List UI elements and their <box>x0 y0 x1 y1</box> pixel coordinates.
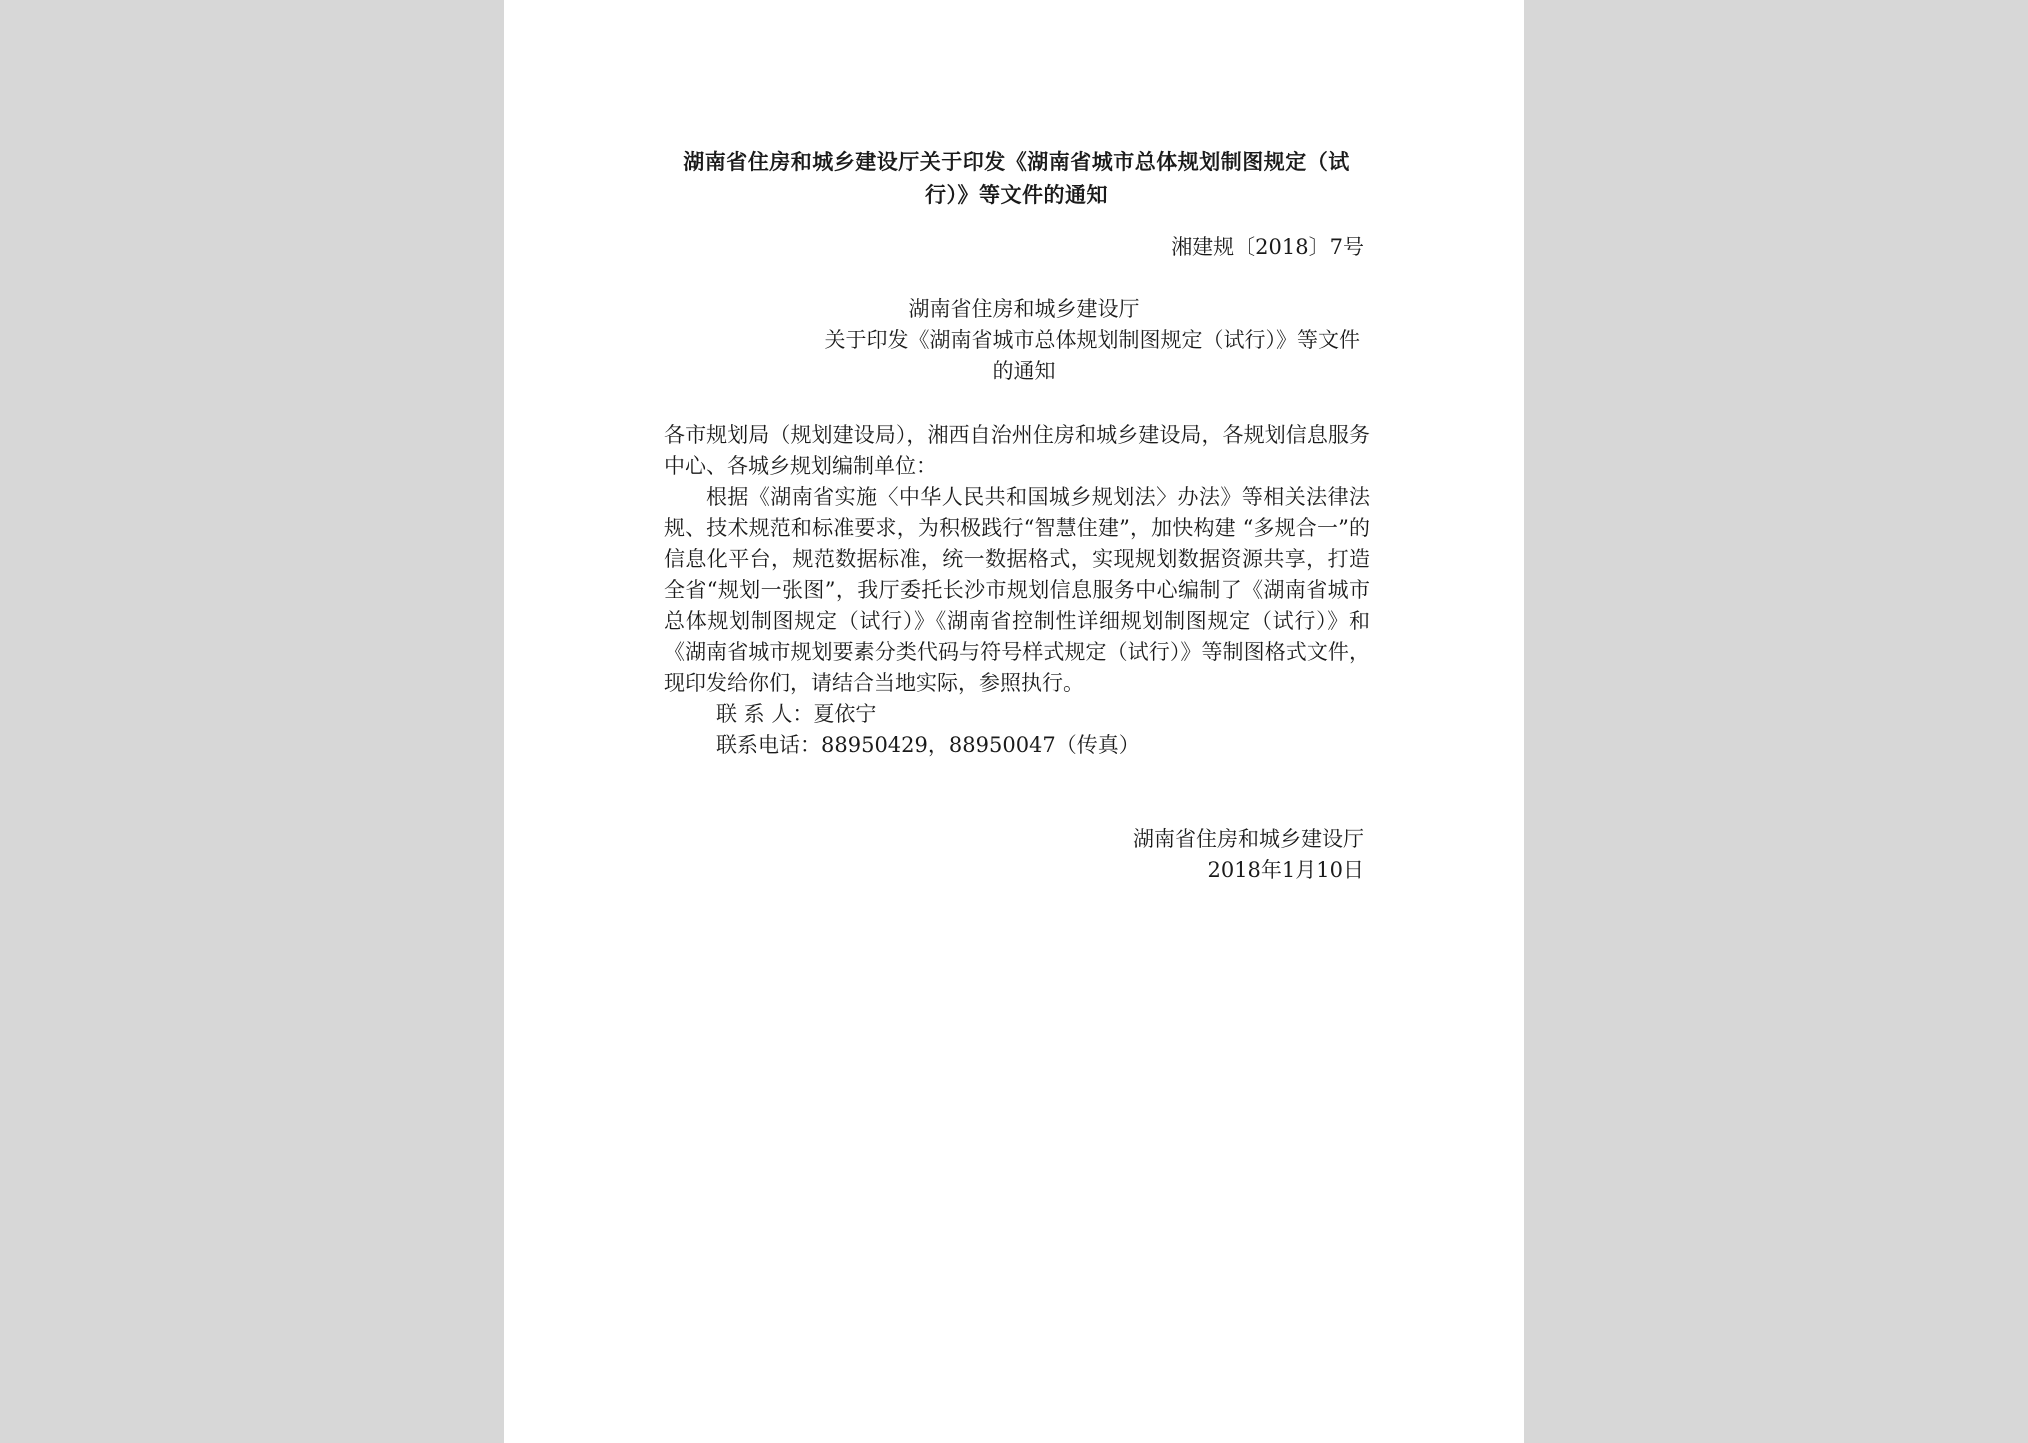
contact-phone: 联系电话：88950429，88950047（传真） <box>716 733 1140 757</box>
heading-subject: 关于印发《湖南省城市总体规划制图规定（试行）》等文件 <box>824 328 1360 352</box>
document-title: 湖南省住房和城乡建设厅关于印发《湖南省城市总体规划制图规定（试行）》等文件的通知 <box>683 150 1350 207</box>
document-page <box>504 0 1524 1443</box>
signature-org: 湖南省住房和城乡建设厅 <box>1133 827 1364 851</box>
heading-suffix: 的通知 <box>992 359 1056 383</box>
signature-block <box>1133 824 1364 886</box>
body-paragraph: 根据《湖南省实施〈中华人民共和国城乡规划法〉办法》等相关法律法规、技术规范和标准要求，为积极践行“智慧住建”，加快构建 “多规合一”的信息化平台，规范数据标准，统一数据格式，实现规划数据资源共享，打造全省“规划一张图”，我厅委托长沙市规划信息服务中心编制了《湖南省城市总体规划制图规定（试行）》《湖南省控制性详细规划制图规定（试行）》和《湖南省城市规划要素分类代码与符号样式规定（试行）》等制图格式文件，现印发给你们，请结合当地实际，参照执行。 <box>664 485 1370 695</box>
notice-heading <box>724 294 1364 387</box>
addressees: 各市规划局（规划建设局），湘西自治州住房和城乡建设局，各规划信息服务中心、各城乡规划编制单位： <box>664 423 1370 478</box>
signature-date: 2018年1月10日 <box>1207 858 1364 882</box>
heading-issuer: 湖南省住房和城乡建设厅 <box>908 297 1140 321</box>
notice-body <box>664 420 1370 761</box>
contact-person: 联 系 人：夏依宁 <box>716 702 877 726</box>
document-number: 湘建规〔2018〕7号 <box>1171 235 1364 259</box>
